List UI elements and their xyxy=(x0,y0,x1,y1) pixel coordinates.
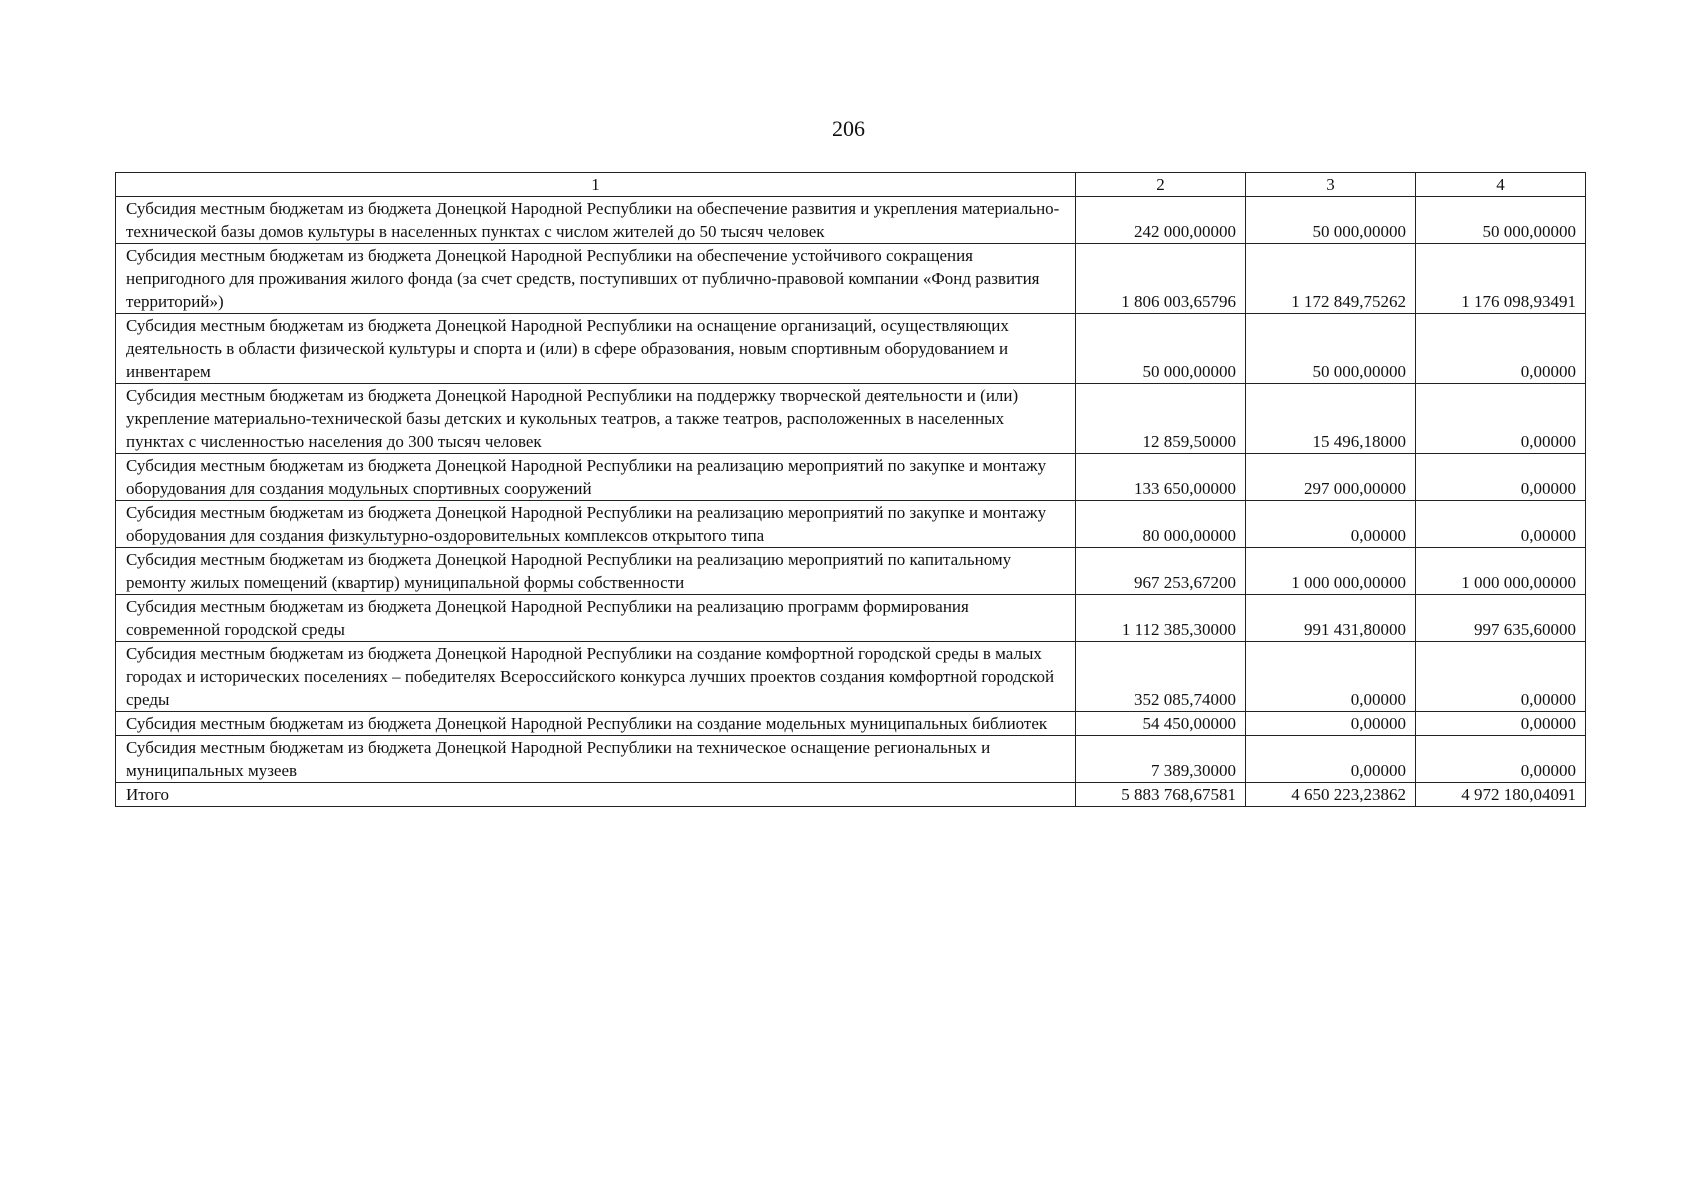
table-row xyxy=(116,501,1586,548)
row-description: Субсидия местным бюджетам из бюджета Донецкой Народной Республики на техническое оснащение региональных и муниципальных музеев xyxy=(116,736,1076,783)
row-value-col2: 967 253,67200 xyxy=(1076,548,1246,595)
row-value-col3: 0,00000 xyxy=(1246,642,1416,712)
row-value-col2: 352 085,74000 xyxy=(1076,642,1246,712)
row-value-col3: 1 172 849,75262 xyxy=(1246,244,1416,314)
column-header-1: 1 xyxy=(116,173,1076,197)
row-description: Субсидия местным бюджетам из бюджета Донецкой Народной Республики на создание модельных муниципальных библиотек xyxy=(116,712,1076,736)
table-row xyxy=(116,314,1586,384)
row-value-col2: 54 450,00000 xyxy=(1076,712,1246,736)
budget-table xyxy=(115,172,1586,807)
page-number: 206 xyxy=(832,116,865,141)
row-description: Субсидия местным бюджетам из бюджета Донецкой Народной Республики на обеспечение устойчивого сокращения непригодного для проживания жилого фонда (за счет средств, поступивших от публично-правовой компании «Фонд развития территорий») xyxy=(116,244,1076,314)
row-value-col2: 80 000,00000 xyxy=(1076,501,1246,548)
row-value-col4: 0,00000 xyxy=(1416,384,1586,454)
table-row xyxy=(116,384,1586,454)
table-row xyxy=(116,595,1586,642)
total-label: Итого xyxy=(116,783,1076,807)
table-row xyxy=(116,244,1586,314)
row-description: Субсидия местным бюджетам из бюджета Донецкой Народной Республики на реализацию программ формирования современной городской среды xyxy=(116,595,1076,642)
row-value-col3: 0,00000 xyxy=(1246,736,1416,783)
row-value-col4: 1 176 098,93491 xyxy=(1416,244,1586,314)
row-value-col3: 50 000,00000 xyxy=(1246,197,1416,244)
total-value-col2: 5 883 768,67581 xyxy=(1076,783,1246,807)
row-value-col4: 0,00000 xyxy=(1416,501,1586,548)
row-value-col2: 1 112 385,30000 xyxy=(1076,595,1246,642)
row-description: Субсидия местным бюджетам из бюджета Донецкой Народной Республики на создание комфортной городской среды в малых городах и исторических поселениях – победителях Всероссийского конкурса лучших проектов создания комфортной городской среды xyxy=(116,642,1076,712)
row-value-col2: 7 389,30000 xyxy=(1076,736,1246,783)
row-value-col4: 0,00000 xyxy=(1416,454,1586,501)
row-value-col4: 50 000,00000 xyxy=(1416,197,1586,244)
row-value-col3: 991 431,80000 xyxy=(1246,595,1416,642)
row-value-col3: 50 000,00000 xyxy=(1246,314,1416,384)
row-value-col3: 1 000 000,00000 xyxy=(1246,548,1416,595)
row-value-col2: 242 000,00000 xyxy=(1076,197,1246,244)
row-description: Субсидия местным бюджетам из бюджета Донецкой Народной Республики на оснащение организаций, осуществляющих деятельность в области физической культуры и спорта и (или) в сфере образования, новым спортивным оборудованием и инвентарем xyxy=(116,314,1076,384)
row-description: Субсидия местным бюджетам из бюджета Донецкой Народной Республики на обеспечение развития и укрепления материально-технической базы домов культуры в населенных пунктах с числом жителей до 50 тысяч человек xyxy=(116,197,1076,244)
table-row xyxy=(116,548,1586,595)
row-description: Субсидия местным бюджетам из бюджета Донецкой Народной Республики на реализацию мероприятий по закупке и монтажу оборудования для создания физкультурно-оздоровительных комплексов открытого типа xyxy=(116,501,1076,548)
column-header-3: 3 xyxy=(1246,173,1416,197)
row-value-col4: 0,00000 xyxy=(1416,642,1586,712)
row-value-col4: 997 635,60000 xyxy=(1416,595,1586,642)
row-description: Субсидия местным бюджетам из бюджета Донецкой Народной Республики на реализацию мероприятий по закупке и монтажу оборудования для создания модульных спортивных сооружений xyxy=(116,454,1076,501)
table-row xyxy=(116,454,1586,501)
column-header-2: 2 xyxy=(1076,173,1246,197)
row-value-col2: 1 806 003,65796 xyxy=(1076,244,1246,314)
table-header-row xyxy=(116,173,1586,197)
row-value-col2: 133 650,00000 xyxy=(1076,454,1246,501)
row-value-col4: 0,00000 xyxy=(1416,314,1586,384)
table-row xyxy=(116,736,1586,783)
table-row xyxy=(116,642,1586,712)
row-value-col3: 0,00000 xyxy=(1246,712,1416,736)
column-header-4: 4 xyxy=(1416,173,1586,197)
row-description: Субсидия местным бюджетам из бюджета Донецкой Народной Республики на реализацию мероприятий по капитальному ремонту жилых помещений (квартир) муниципальной формы собственности xyxy=(116,548,1076,595)
row-value-col2: 12 859,50000 xyxy=(1076,384,1246,454)
row-value-col3: 0,00000 xyxy=(1246,501,1416,548)
total-value-col4: 4 972 180,04091 xyxy=(1416,783,1586,807)
row-value-col3: 15 496,18000 xyxy=(1246,384,1416,454)
total-value-col3: 4 650 223,23862 xyxy=(1246,783,1416,807)
row-value-col3: 297 000,00000 xyxy=(1246,454,1416,501)
row-value-col4: 0,00000 xyxy=(1416,736,1586,783)
table-row xyxy=(116,197,1586,244)
row-value-col2: 50 000,00000 xyxy=(1076,314,1246,384)
table-row xyxy=(116,712,1586,736)
row-value-col4: 0,00000 xyxy=(1416,712,1586,736)
row-value-col4: 1 000 000,00000 xyxy=(1416,548,1586,595)
row-description: Субсидия местным бюджетам из бюджета Донецкой Народной Республики на поддержку творческой деятельности и (или) укрепление материально-технической базы детских и кукольных театров, а также театров, расположенных в населенных пунктах с численностью населения до 300 тысяч человек xyxy=(116,384,1076,454)
total-row xyxy=(116,783,1586,807)
